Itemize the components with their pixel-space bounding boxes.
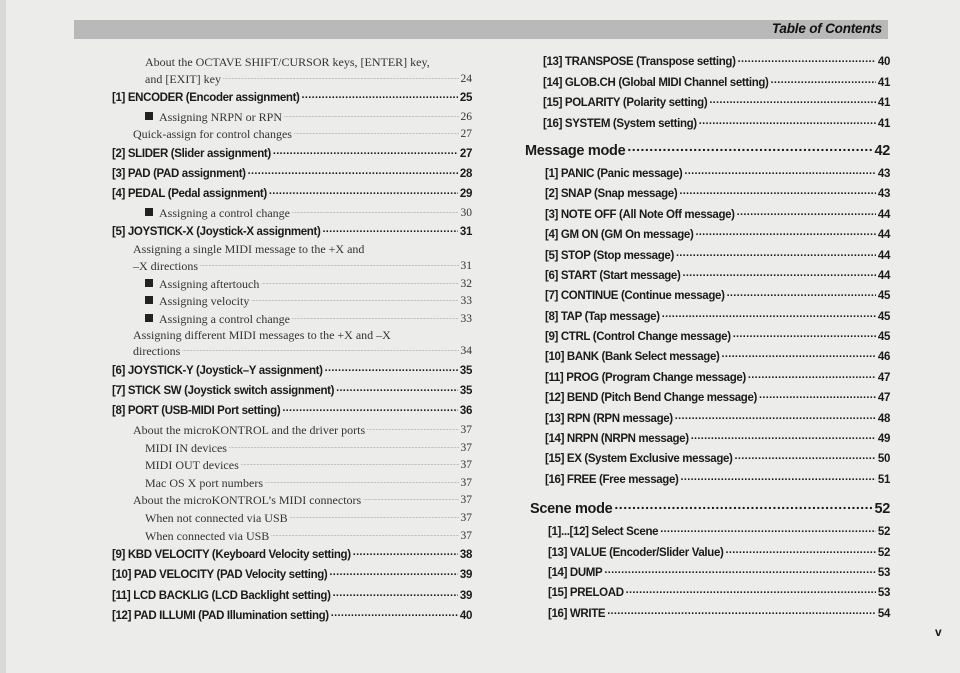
leader-dots <box>691 426 876 446</box>
leader-dots <box>676 243 876 263</box>
toc-entry-label: and [EXIT] key <box>145 71 221 86</box>
toc-section-message-mode[interactable] <box>525 138 890 164</box>
toc-entry-driver-ports[interactable] <box>112 421 472 439</box>
toc-entry-label: [8] TAP (Tap message) <box>545 310 660 323</box>
toc-entry-label: [6] JOYSTICK-Y (Joystick–Y assignment) <box>112 364 323 377</box>
toc-page-number: 53 <box>877 587 890 600</box>
toc-entry-label: MIDI OUT devices <box>145 458 239 473</box>
toc-section-label: Message mode <box>525 142 626 159</box>
toc-entry-label: [14] NRPN (NRPN message) <box>545 433 689 446</box>
toc-page-number: 51 <box>877 473 890 486</box>
toc-entry-label: [9] CTRL (Control Change message) <box>545 331 731 344</box>
toc-page-number: 34 <box>460 345 472 358</box>
leader-dots <box>681 467 876 487</box>
leader-dots <box>251 292 458 309</box>
toc-entry-label: When connected via USB <box>145 528 270 543</box>
toc-entry-joystick-x[interactable] <box>112 222 472 242</box>
toc-page-number: 24 <box>460 72 472 85</box>
toc-page-number: 52 <box>874 500 890 517</box>
leader-dots <box>322 219 457 239</box>
toc-entry-label: [16] FREE (Free message) <box>545 473 679 486</box>
toc-page-number: 35 <box>459 385 472 398</box>
toc-entry-label: MIDI IN devices <box>145 440 227 455</box>
toc-entry-midi-out[interactable] <box>112 457 472 475</box>
toc-page-number: 40 <box>877 56 890 69</box>
toc-entry-label: [15] PRELOAD <box>548 587 624 600</box>
leader-dots <box>333 583 458 603</box>
page-number: v <box>935 625 942 639</box>
leader-dots <box>627 133 872 159</box>
toc-entry-single-line1[interactable]: Assigning a single MIDI message to the +X and <box>133 242 365 257</box>
toc-page-number: 43 <box>877 167 890 180</box>
leader-dots <box>725 540 875 560</box>
toc-entry-label: [15] EX (System Exclusive message) <box>545 453 733 466</box>
toc-entry-midi-in[interactable] <box>112 439 472 457</box>
leader-dots <box>325 358 458 378</box>
leader-dots <box>273 141 458 161</box>
toc-page-number: 47 <box>877 392 890 405</box>
toc-entry[interactable] <box>525 113 890 133</box>
toc-entry-label: When not connected via USB <box>145 511 288 526</box>
leader-dots <box>607 601 876 621</box>
toc-page-number: 37 <box>460 512 472 525</box>
toc-page-number: 41 <box>877 76 890 89</box>
toc-entry-label: [4] GM ON (GM On message) <box>545 229 694 242</box>
leader-dots <box>662 304 876 324</box>
leader-dots <box>748 365 876 385</box>
toc-entry-label: [5] STOP (Stop message) <box>545 249 674 262</box>
leader-dots <box>353 542 458 562</box>
toc-page-number: 27 <box>459 147 472 160</box>
leader-dots <box>727 283 876 303</box>
leader-dots <box>292 310 459 327</box>
toc-entry-encoder[interactable] <box>112 88 472 108</box>
leader-dots <box>284 108 458 125</box>
toc-page-number: 52 <box>877 526 890 539</box>
toc-section-scene-mode[interactable] <box>525 496 890 522</box>
leader-dots <box>363 491 458 508</box>
toc-page-number: 39 <box>459 569 472 582</box>
toc-entry-label: Assigning velocity <box>145 293 249 310</box>
toc-entry-label: [6] START (Start message) <box>545 269 681 282</box>
toc-entry-label: [15] POLARITY (Polarity setting) <box>543 97 708 110</box>
leader-dots <box>282 398 458 418</box>
toc-entry-single[interactable] <box>112 257 472 275</box>
toc-entry-connectors[interactable] <box>112 492 472 510</box>
toc-entry-label: [1] PANIC (Panic message) <box>545 167 683 180</box>
toc-entry-label: [11] LCD BACKLIG (LCD Backlight setting) <box>112 589 331 602</box>
toc-entry-label: About the microKONTROL and the driver ports <box>133 423 366 438</box>
toc-entry-diff-line1[interactable]: Assigning different MIDI messages to the +X and –X <box>133 327 391 342</box>
toc-page-number: 49 <box>877 433 890 446</box>
toc-page-number: 28 <box>459 167 472 180</box>
toc-page-number: 48 <box>877 412 890 425</box>
toc-section-label: Scene mode <box>530 500 613 517</box>
toc-entry-label: [12] PAD ILLUMI (PAD Illumination setting) <box>112 610 329 623</box>
toc-page-number: 52 <box>877 546 890 559</box>
toc-page-number: 37 <box>460 476 472 489</box>
leader-dots <box>682 263 875 283</box>
toc-entry-label: [3] PAD (PAD assignment) <box>112 167 246 180</box>
toc-entry-label: Assigning a control change <box>145 205 290 222</box>
toc-page-number: 35 <box>459 364 472 377</box>
leader-dots <box>229 439 459 456</box>
toc-page-number: 33 <box>460 295 472 308</box>
leader-dots <box>331 603 458 623</box>
toc-page-number: 46 <box>877 351 890 364</box>
toc-page-number: 37 <box>460 494 472 507</box>
toc-page-number: 31 <box>460 259 472 272</box>
leader-dots <box>679 181 876 201</box>
toc-left-column <box>112 55 472 626</box>
leader-dots <box>722 344 876 364</box>
toc-entry-macos[interactable] <box>112 474 472 492</box>
toc-page-number: 37 <box>460 424 472 437</box>
toc-page-number: 32 <box>460 277 472 290</box>
toc-page-number: 44 <box>877 249 890 262</box>
leader-dots <box>684 161 876 181</box>
toc-entry-pedal[interactable] <box>112 184 472 204</box>
toc-entry-aftertouch[interactable] <box>112 275 472 293</box>
toc-page-number: 45 <box>877 310 890 323</box>
toc-entry-label: –X directions <box>133 258 198 273</box>
toc-page-number: 44 <box>877 229 890 242</box>
toc-entry-label: [14] GLOB.CH (Global MIDI Channel setting) <box>543 76 769 89</box>
leader-dots <box>660 519 876 539</box>
toc-page-number: 41 <box>877 117 890 130</box>
leader-dots <box>626 580 876 600</box>
leader-dots <box>759 385 876 405</box>
toc-entry-label: [8] PORT (USB-MIDI Port setting) <box>112 405 281 418</box>
leader-dots <box>771 70 876 90</box>
leader-dots <box>695 222 875 242</box>
toc-entry-label: [14] DUMP <box>548 566 603 579</box>
toc-entry-label: Assigning aftertouch <box>145 276 259 293</box>
leader-dots <box>269 181 458 201</box>
leader-dots <box>265 474 459 491</box>
toc-entry-pad-illumi[interactable] <box>112 606 472 626</box>
toc-page-number: 42 <box>874 142 890 159</box>
toc-page-number: 30 <box>460 206 472 219</box>
toc-entry-label: [13] VALUE (Encoder/Slider Value) <box>548 546 724 559</box>
toc-entry-label: Quick-assign for control changes <box>133 127 292 142</box>
leader-dots <box>737 202 876 222</box>
toc-entry-intro-line1[interactable]: About the OCTAVE SHIFT/CURSOR keys, [ENTER] key, <box>145 55 430 69</box>
toc-entry-label: [16] WRITE <box>548 607 606 620</box>
toc-entry-not-usb[interactable] <box>112 509 472 527</box>
toc-entry-label: [1]...[12] Select Scene <box>548 526 659 539</box>
toc-entry-label: [2] SNAP (Snap message) <box>545 188 678 201</box>
toc-entry-velocity[interactable] <box>112 293 472 311</box>
leader-dots <box>248 161 458 181</box>
toc-entry-label: [11] PROG (Program Change message) <box>545 371 746 384</box>
leader-dots <box>336 378 458 398</box>
toc-entry-label: [13] RPN (RPN message) <box>545 412 673 425</box>
toc-entry-label: Mac OS X port numbers <box>145 475 263 490</box>
leader-dots <box>329 562 458 582</box>
toc-entry-label: [5] JOYSTICK-X (Joystick-X assignment) <box>112 226 321 239</box>
leader-dots <box>709 90 876 110</box>
leader-dots <box>614 491 872 517</box>
toc-page-number: 50 <box>877 453 890 466</box>
leader-dots <box>738 49 876 69</box>
toc-page-number: 41 <box>877 97 890 110</box>
toc-page-number: 39 <box>459 589 472 602</box>
toc-entry-label: [7] CONTINUE (Continue message) <box>545 290 725 303</box>
toc-entry-label: [9] KBD VELOCITY (Keyboard Velocity setting) <box>112 549 351 562</box>
toc-entry-label: About the microKONTROL’s MIDI connectors <box>133 493 362 508</box>
toc-page-number: 45 <box>877 331 890 344</box>
toc-page-number: 31 <box>459 226 472 239</box>
toc-entry-label: [16] SYSTEM (System setting) <box>543 117 697 130</box>
toc-entry-label: [3] NOTE OFF (All Note Off message) <box>545 208 735 221</box>
toc-page-number: 44 <box>877 269 890 282</box>
toc-entry-label: Assigning a control change <box>145 311 290 328</box>
leader-dots <box>200 257 459 274</box>
leader-dots <box>241 456 459 473</box>
toc-entry[interactable] <box>525 469 890 489</box>
leader-dots <box>735 446 876 466</box>
toc-page-number: 54 <box>877 607 890 620</box>
leader-dots <box>302 85 458 105</box>
toc-system-list <box>525 52 890 134</box>
leader-dots <box>367 421 458 438</box>
leader-dots <box>290 509 459 526</box>
toc-entry-label: [13] TRANSPOSE (Transpose setting) <box>543 56 736 69</box>
page-title: Table of Contents <box>771 21 882 36</box>
toc-page-number: 44 <box>877 208 890 221</box>
toc-scene-list <box>525 522 890 624</box>
toc-page-number: 37 <box>460 441 472 454</box>
toc-entry-label: [12] BEND (Pitch Bend Change message) <box>545 392 757 405</box>
toc-entry-label: [1] ENCODER (Encoder assignment) <box>112 91 300 104</box>
toc-entry-label: Assigning NRPN or RPN <box>145 109 282 126</box>
toc-page-number: 53 <box>877 566 890 579</box>
toc-page-number: 29 <box>459 188 472 201</box>
toc-page-number: 47 <box>877 371 890 384</box>
toc-page-number: 36 <box>459 405 472 418</box>
toc-entry-label: directions <box>133 344 181 359</box>
toc-page-number: 33 <box>460 312 472 325</box>
toc-entry-label: [2] SLIDER (Slider assignment) <box>112 147 271 160</box>
toc-page-number: 45 <box>877 290 890 303</box>
toc-page-number: 38 <box>459 549 472 562</box>
toc-page-number: 25 <box>459 91 472 104</box>
toc-entry-label: [10] BANK (Bank Select message) <box>545 351 720 364</box>
toc-entry-joyx-cc[interactable] <box>112 310 472 328</box>
leader-dots <box>675 406 876 426</box>
toc-page-number: 43 <box>877 188 890 201</box>
toc-right-column <box>525 52 890 624</box>
page-edge <box>0 0 6 673</box>
leader-dots <box>733 324 876 344</box>
toc-entry-label: [7] STICK SW (Joystick switch assignment) <box>112 385 335 398</box>
toc-page-number: 37 <box>460 529 472 542</box>
toc-entry-nrpn[interactable] <box>112 108 472 126</box>
toc-page-number: 27 <box>460 128 472 141</box>
toc-page-number: 26 <box>460 110 472 123</box>
toc-entry-port[interactable] <box>112 401 472 421</box>
header-bar <box>74 20 888 39</box>
leader-dots <box>261 275 458 292</box>
toc-entry-label: [10] PAD VELOCITY (PAD Velocity setting) <box>112 569 328 582</box>
toc-page-number: 37 <box>460 459 472 472</box>
toc-page-number: 40 <box>459 610 472 623</box>
toc-entry-label: [4] PEDAL (Pedal assignment) <box>112 188 267 201</box>
toc-message-list <box>525 164 890 490</box>
leader-dots <box>699 111 876 131</box>
leader-dots <box>604 560 876 580</box>
toc-entry[interactable] <box>525 603 890 623</box>
